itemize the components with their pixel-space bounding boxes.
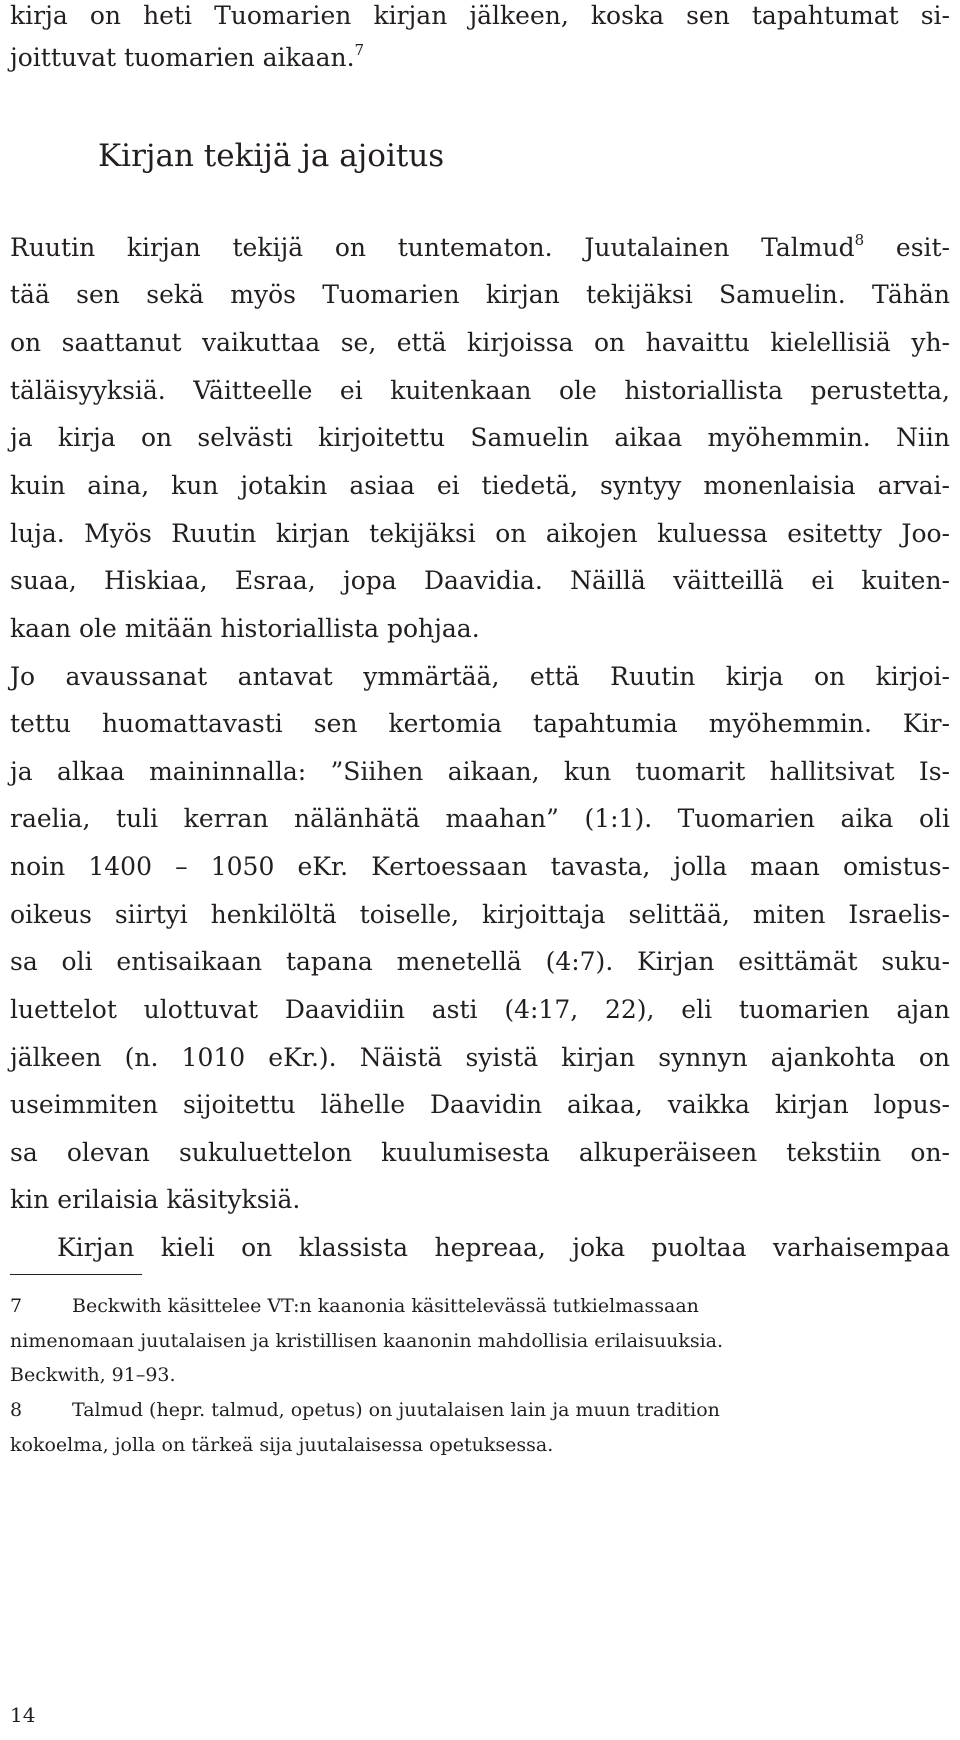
paragraph-1-line: luja. Myös Ruutin kirjan tekijäksi on aikojen kuluessa esitetty Joo- bbox=[10, 519, 950, 548]
paragraph-1-line: on saattanut vaikuttaa se, että kirjoissa on havaittu kielellisiä yh- bbox=[10, 328, 950, 357]
footnote-7-number: 7 bbox=[10, 1295, 23, 1317]
page-number: 14 bbox=[10, 1703, 36, 1727]
footnote-7-line-1 bbox=[10, 1292, 950, 1320]
paragraph-1-line-1-text: Ruutin kirjan tekijä on tuntematon. Juutalainen Talmud bbox=[10, 233, 855, 262]
paragraph-1-line: suaa, Hiskiaa, Esraa, jopa Daavidia. Näillä väitteillä ei kuiten- bbox=[10, 566, 950, 595]
footnote-8-number: 8 bbox=[10, 1399, 23, 1421]
paragraph-2-line: noin 1400 – 1050 eKr. Kertoessaan tavasta, jolla maan omistus- bbox=[10, 852, 950, 881]
footnote-ref-8: 8 bbox=[854, 231, 865, 249]
section-heading: Kirjan tekijä ja ajoitus bbox=[98, 138, 445, 174]
paragraph-1-line: täläisyyksiä. Väitteelle ei kuitenkaan ole historiallista perustetta, bbox=[10, 376, 950, 405]
paragraph-2-line: sa olevan sukuluettelon kuulumisesta alkuperäiseen tekstiin on- bbox=[10, 1138, 950, 1167]
paragraph-2-line: oikeus siirtyi henkilöltä toiselle, kirjoittaja selittää, miten Israelis- bbox=[10, 900, 950, 929]
paragraph-2-line: raelia, tuli kerran nälänhätä maahan” (1:1). Tuomarien aika oli bbox=[10, 804, 950, 833]
paragraph-2-line: useimmiten sijoitettu lähelle Daavidin aikaa, vaikka kirjan lopus- bbox=[10, 1090, 950, 1119]
paragraph-2-line: tettu huomattavasti sen kertomia tapahtumia myöhemmin. Kir- bbox=[10, 709, 950, 738]
footnote-8-text: Talmud (hepr. talmud, opetus) on juutalaisen lain ja muun tradition bbox=[72, 1399, 720, 1421]
footnote-separator bbox=[10, 1274, 142, 1275]
footnote-7-text: Beckwith käsittelee VT:n kaanonia käsittelevässä tutkielmassaan bbox=[72, 1295, 699, 1317]
paragraph-1-line: tää sen sekä myös Tuomarien kirjan tekijäksi Samuelin. Tähän bbox=[10, 280, 950, 309]
paragraph-1-line: kuin aina, kun jotakin asiaa ei tiedetä, syntyy monenlaisia arvai- bbox=[10, 471, 950, 500]
intro-line-1: kirja on heti Tuomarien kirjan jälkeen, koska sen tapahtumat si- bbox=[10, 1, 950, 30]
paragraph-1-line-1 bbox=[10, 230, 950, 266]
paragraph-2-line: Jo avaussanat antavat ymmärtää, että Ruutin kirja on kirjoi- bbox=[10, 662, 950, 691]
paragraph-1-line: kaan ole mitään historiallista pohjaa. bbox=[10, 614, 480, 643]
footnote-7-line-3: Beckwith, 91–93. bbox=[10, 1364, 176, 1386]
paragraph-2-line: sa oli entisaikaan tapana menetellä (4:7). Kirjan esittämät suku- bbox=[10, 947, 950, 976]
paragraph-2-line: jälkeen (n. 1010 eKr.). Näistä syistä kirjan synnyn ajankohta on bbox=[10, 1043, 950, 1072]
paragraph-2-line: luettelot ulottuvat Daavidiin asti (4:17, 22), eli tuomarien ajan bbox=[10, 995, 950, 1024]
footnote-ref-7: 7 bbox=[354, 41, 365, 59]
footnote-7-line-2: nimenomaan juutalaisen ja kristillisen kaanonin mahdollisia erilaisuuksia. bbox=[10, 1330, 724, 1352]
paragraph-3-line-1: Kirjan kieli on klassista hepreaa, joka puoltaa varhaisempaa bbox=[57, 1233, 950, 1262]
paragraph-1-line-1-end: esit- bbox=[864, 233, 951, 262]
paragraph-2-line: ja alkaa maininnalla: ”Siihen aikaan, kun tuomarit hallitsivat Is- bbox=[10, 757, 950, 786]
paragraph-1-line: ja kirja on selvästi kirjoitettu Samuelin aikaa myöhemmin. Niin bbox=[10, 423, 950, 452]
footnote-8-line-2: kokoelma, jolla on tärkeä sija juutalaisessa opetuksessa. bbox=[10, 1434, 554, 1456]
paragraph-2-line: kin erilaisia käsityksiä. bbox=[10, 1185, 301, 1214]
intro-line-2 bbox=[10, 40, 950, 76]
intro-line-2-text: joittuvat tuomarien aikaan. bbox=[10, 43, 355, 72]
footnote-8-line-1 bbox=[10, 1396, 950, 1424]
